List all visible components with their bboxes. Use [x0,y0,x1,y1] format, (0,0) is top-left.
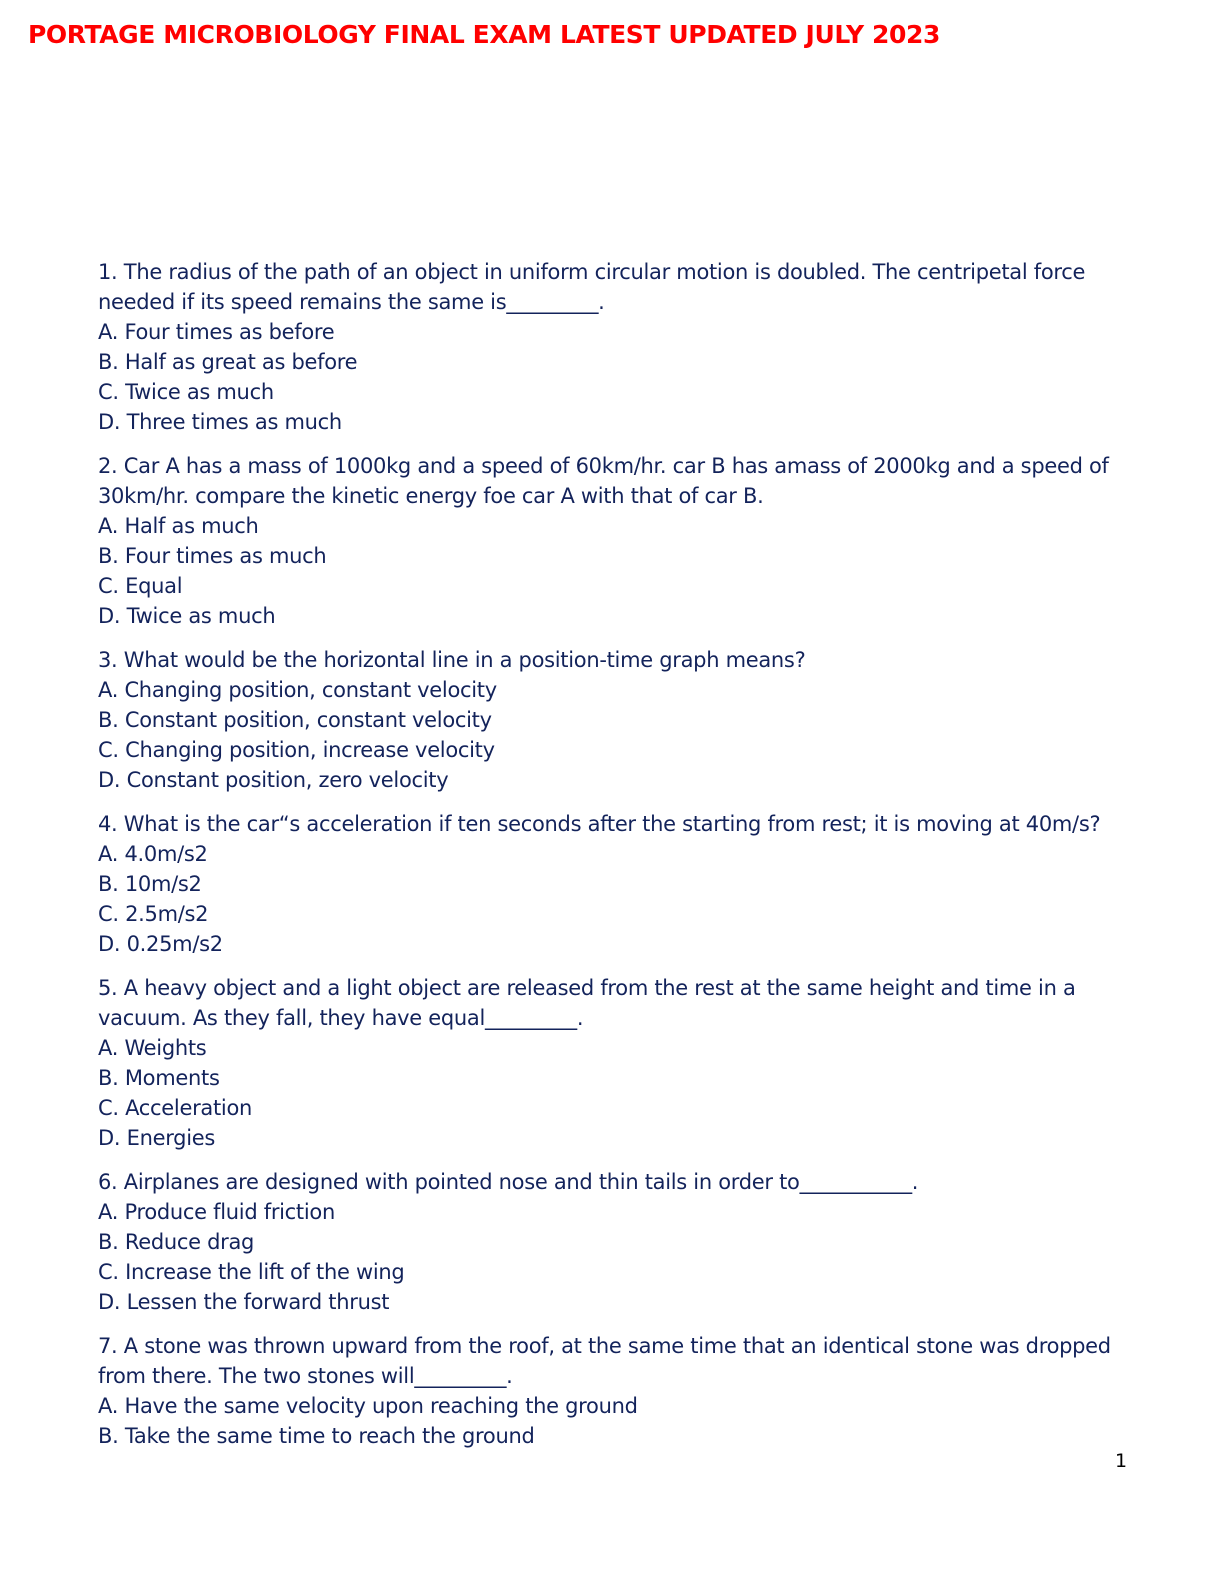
question-5 [98,973,1148,1153]
answer-option-c: C. Equal [98,574,183,598]
answer-option-c: C. Acceleration [98,1096,253,1120]
question-2 [98,451,1148,631]
answer-option-b: B. Four times as much [98,544,327,568]
answer-options [98,317,1148,437]
question-1 [98,257,1148,437]
question-stem: 3. What would be the horizontal line in a position-time graph means? [98,648,806,672]
answer-option-b: B. Reduce drag [98,1230,255,1254]
answer-option-b: B. Half as great as before [98,350,358,374]
answer-option-a: A. 4.0m/s2 [98,842,208,866]
answer-options [98,675,1148,795]
answer-option-a: A. Weights [98,1036,207,1060]
answer-option-d: D. 0.25m/s2 [98,932,223,956]
answer-option-b: B. Moments [98,1066,220,1090]
answer-options [98,1033,1148,1153]
answer-option-a: A. Half as much [98,514,259,538]
answer-option-b: B. 10m/s2 [98,872,202,896]
question-stem: 7. A stone was thrown upward from the roof, at the same time that an identical stone was dropped from there. The two stones will_________. [98,1334,1111,1388]
answer-option-d: D. Three times as much [98,410,342,434]
answer-option-b: B. Constant position, constant velocity [98,708,492,732]
answer-option-d: D. Lessen the forward thrust [98,1290,390,1314]
answer-options [98,1391,1148,1451]
answer-option-a: A. Produce fluid friction [98,1200,335,1224]
answer-options [98,1197,1148,1317]
question-6 [98,1167,1148,1317]
answer-option-c: C. 2.5m/s2 [98,902,209,926]
page-number: 1 [1115,1450,1128,1472]
question-stem: 5. A heavy object and a light object are released from the rest at the same height and time in a vacuum. As they fall, they have equal_________. [98,976,1076,1030]
document-title: PORTAGE MICROBIOLOGY FINAL EXAM LATEST UPDATED JULY 2023 [28,20,940,49]
question-stem: 1. The radius of the path of an object in uniform circular motion is doubled. The centripetal force needed if its speed remains the same is_________. [98,260,1086,314]
answer-option-c: C. Twice as much [98,380,274,404]
question-7 [98,1331,1148,1451]
answer-option-a: A. Have the same velocity upon reaching the ground [98,1394,638,1418]
question-3 [98,645,1148,795]
answer-option-a: A. Four times as before [98,320,335,344]
question-list [98,257,1148,1465]
question-stem: 6. Airplanes are designed with pointed nose and thin tails in order to___________. [98,1170,919,1194]
answer-option-c: C. Increase the lift of the wing [98,1260,405,1284]
question-stem: 4. What is the car“s acceleration if ten seconds after the starting from rest; it is moving at 40m/s? [98,812,1101,836]
answer-options [98,839,1148,959]
question-stem: 2. Car A has a mass of 1000kg and a speed of 60km/hr. car B has amass of 2000kg and a speed of 30km/hr. compare the kinetic energy foe car A with that of car B. [98,454,1109,508]
answer-option-d: D. Energies [98,1126,216,1150]
question-4 [98,809,1148,959]
answer-option-a: A. Changing position, constant velocity [98,678,497,702]
answer-option-d: D. Constant position, zero velocity [98,768,449,792]
answer-options [98,511,1148,631]
answer-option-c: C. Changing position, increase velocity [98,738,495,762]
answer-option-b: B. Take the same time to reach the ground [98,1424,535,1448]
answer-option-d: D. Twice as much [98,604,276,628]
